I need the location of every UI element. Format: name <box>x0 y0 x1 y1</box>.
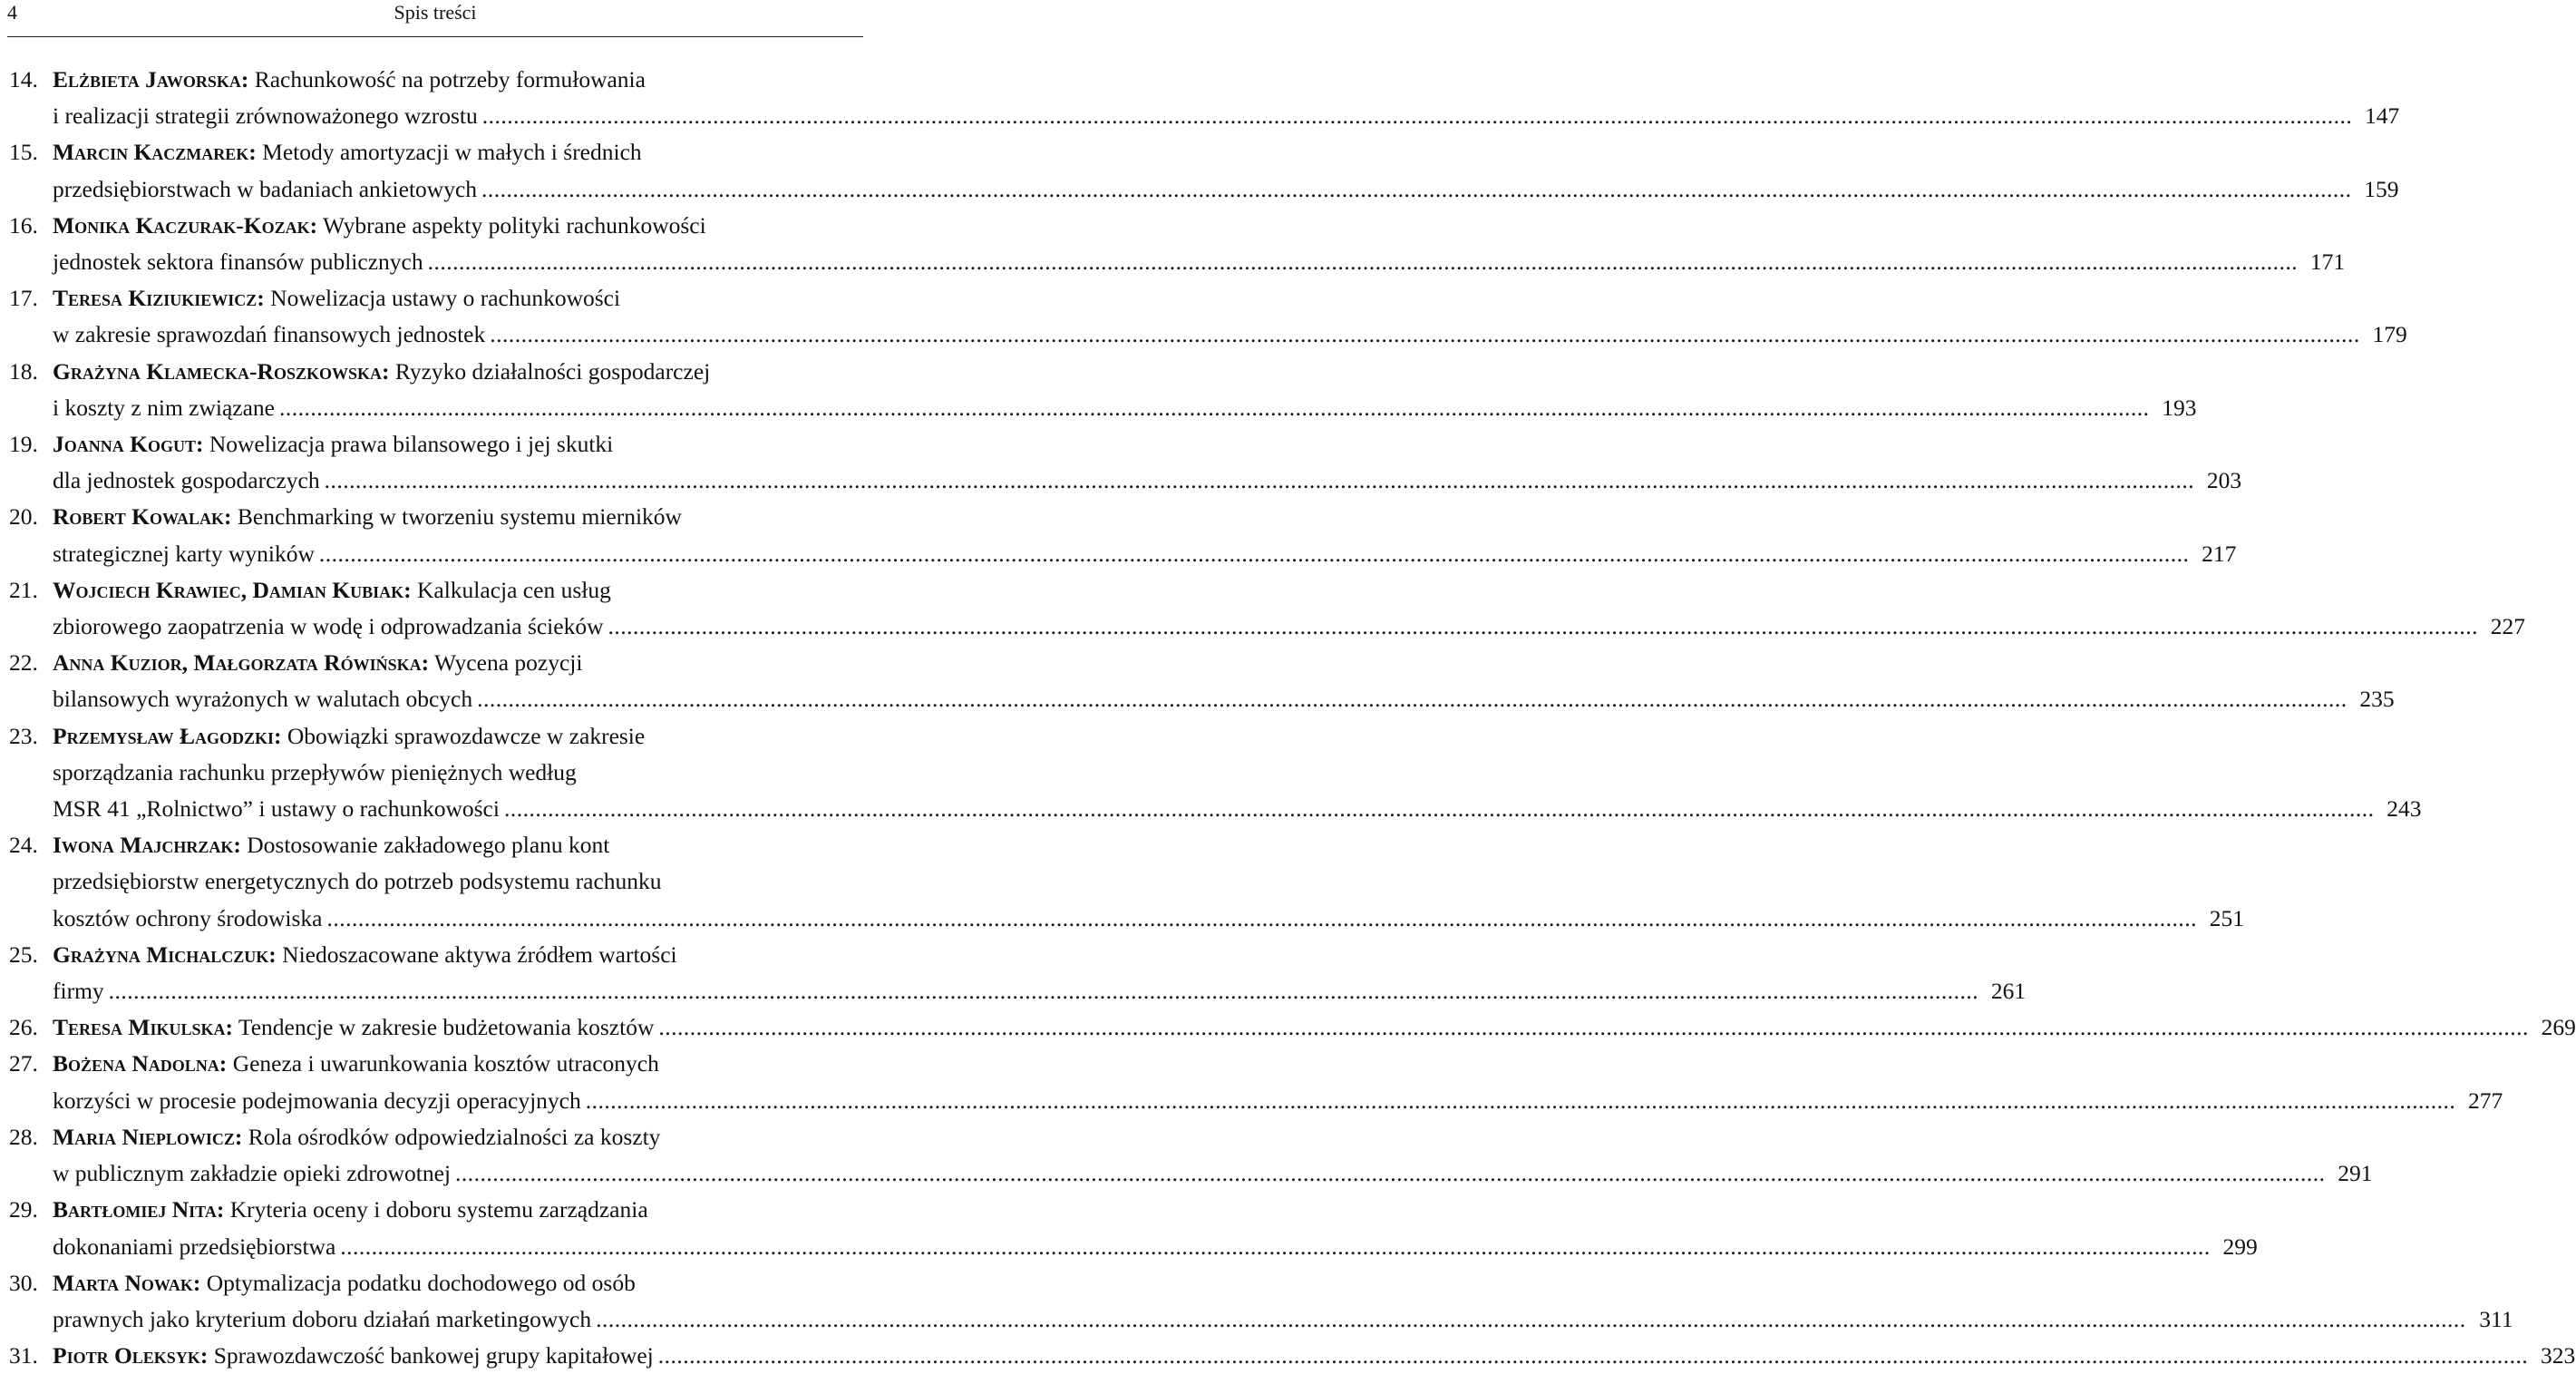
page-ref: 243 <box>2386 795 2422 823</box>
entry-line <box>53 755 2421 791</box>
entry-title: firmy <box>53 978 104 1005</box>
entry-authors: Piotr Oleksyk: <box>53 1342 209 1369</box>
entry-title: Rachunkowość na potrzeby formułowania <box>254 66 646 93</box>
entry-line <box>53 208 2345 244</box>
entry-title: Benchmarking w tworzeniu systemu mierników <box>237 503 682 531</box>
entry-body <box>53 62 2399 134</box>
entry-title: Geneza i uwarunkowania kosztów utraconych <box>232 1050 659 1077</box>
toc-entry <box>9 1046 2503 1118</box>
entry-authors: Wojciech Krawiec, Damian Kubiak: <box>53 576 412 603</box>
entry-authors: Grażyna Klamecka-Roszkowska: <box>53 357 390 385</box>
entry-line <box>53 171 2399 208</box>
entry-number: 15. <box>9 139 38 166</box>
dot-leader: ............................................................................................................................................................................................................................................................................................................ <box>279 394 2150 421</box>
entry-line-text <box>53 1229 335 1265</box>
page-ref: 299 <box>2222 1233 2258 1260</box>
entry-authors: Robert Kowalak: <box>53 503 232 531</box>
entry-body <box>53 718 2421 828</box>
entry-title: Obowiązki sprawozdawcze w zakresie <box>287 722 646 749</box>
entry-title: Optymalizacja podatku dochodowego od osób <box>206 1269 636 1296</box>
entry-body <box>53 1338 2575 1374</box>
entry-number: 23. <box>9 722 38 749</box>
entry-title: dokonaniami przedsiębiorstwa <box>53 1233 336 1260</box>
entry-line-text <box>53 1009 654 1046</box>
page-ref: 227 <box>2490 613 2526 640</box>
entry-title: Sprawozdawczość bankowej grupy kapitałowej <box>213 1342 654 1369</box>
entry-line <box>53 1083 2503 1119</box>
entry-title: Metody amortyzacji w małych i średnich <box>262 139 642 166</box>
entry-line <box>53 1009 2576 1046</box>
entry-line <box>53 1229 2258 1265</box>
page-ref: 261 <box>1990 978 2027 1005</box>
entry-line <box>53 463 2241 499</box>
entry-number: 28. <box>9 1123 38 1150</box>
page-ref: 311 <box>2479 1305 2513 1332</box>
entry-authors: Bartłomiej Nita: <box>53 1196 225 1223</box>
toc-entry <box>9 1265 2513 1338</box>
entry-body <box>53 937 2026 1009</box>
entry-line <box>53 609 2525 645</box>
page-number: 4 <box>7 1 17 24</box>
entry-number: 29. <box>9 1196 38 1223</box>
entry-title: i realizacji strategii zrównoważonego wzrostu <box>53 102 478 130</box>
page-ref: 217 <box>2202 540 2237 567</box>
entry-number: 26. <box>9 1014 38 1041</box>
entry-body <box>53 827 2244 937</box>
entry-authors: Joanna Kogut: <box>53 431 204 458</box>
entry-title: Wycena pozycji <box>434 649 583 677</box>
page-ref: 179 <box>2372 321 2407 348</box>
entry-line-text <box>53 791 500 827</box>
page-ref: 323 <box>2541 1342 2576 1369</box>
entry-line-text <box>53 1301 591 1338</box>
entry-line <box>53 1046 2503 1082</box>
entry-number: 22. <box>9 649 38 677</box>
entry-body <box>53 1119 2373 1192</box>
entry-number: 17. <box>9 285 38 312</box>
dot-leader: ............................................................................................................................................................................................................................................................................................................ <box>340 1233 2211 1260</box>
entry-title: Kryteria oceny i doboru systemu zarządzania <box>229 1196 648 1223</box>
entry-authors: Grażyna Michalczuk: <box>53 940 277 968</box>
entry-line-text <box>53 1338 654 1374</box>
toc-entry <box>9 1119 2373 1192</box>
entry-title: Rola ośrodków odpowiedzialności za koszty <box>248 1123 661 1150</box>
page-ref: 171 <box>2309 248 2346 276</box>
toc-entry <box>9 208 2346 280</box>
entry-line <box>53 98 2399 134</box>
entry-line-text <box>53 98 478 134</box>
entry-number: 16. <box>9 211 38 239</box>
entry-line-text <box>53 463 320 499</box>
dot-leader: ............................................................................................................................................................................................................................................................................................................ <box>318 540 2190 567</box>
entry-title: Niedoszacowane aktywa źródłem wartości <box>282 940 677 968</box>
toc-entry <box>9 354 2197 426</box>
entry-number: 14. <box>9 66 38 93</box>
entry-authors: Bożena Nadolna: <box>53 1050 228 1077</box>
entry-line-text <box>53 536 315 572</box>
table-of-contents <box>9 62 2576 1374</box>
entry-number: 20. <box>9 503 38 531</box>
entry-line-text <box>53 1083 581 1119</box>
toc-entry <box>9 1338 2576 1374</box>
dot-leader: ............................................................................................................................................................................................................................................................................................................ <box>455 1160 2326 1187</box>
toc-entry <box>9 499 2237 571</box>
entry-line <box>53 791 2421 827</box>
entry-line <box>53 280 2407 317</box>
entry-line <box>53 62 2399 98</box>
entry-title: i koszty z nim związane <box>53 394 275 421</box>
toc-entry <box>9 718 2422 828</box>
entry-title: kosztów ochrony środowiska <box>53 904 323 931</box>
entry-body <box>53 280 2407 353</box>
entry-line <box>53 901 2244 937</box>
entry-line <box>53 134 2399 171</box>
dot-leader: ............................................................................................................................................................................................................................................................................................................ <box>503 795 2375 823</box>
entry-title: strategicznej karty wyników <box>53 540 315 567</box>
dot-leader: ............................................................................................................................................................................................................................................................................................................ <box>657 1342 2529 1369</box>
entry-body <box>53 354 2197 426</box>
dot-leader: ............................................................................................................................................................................................................................................................................................................ <box>585 1087 2456 1114</box>
page-ref: 159 <box>2364 175 2399 202</box>
entry-line <box>53 718 2421 755</box>
entry-body <box>53 1046 2503 1118</box>
entry-authors: Teresa Mikulska: <box>53 1014 233 1041</box>
entry-title: prawnych jako kryterium doboru działań marketingowych <box>53 1305 592 1332</box>
entry-line-text <box>53 901 322 937</box>
entry-title: Dostosowanie zakładowego planu kont <box>247 832 610 859</box>
entry-body <box>53 499 2236 571</box>
entry-title: Tendencje w zakresie budżetowania kosztów <box>238 1014 655 1041</box>
dot-leader: ............................................................................................................................................................................................................................................................................................................ <box>427 248 2299 276</box>
entry-number: 19. <box>9 431 38 458</box>
entry-line <box>53 1119 2373 1155</box>
entry-title: Nowelizacja ustawy o rachunkowości <box>270 285 621 312</box>
toc-entry <box>9 937 2027 1009</box>
entry-title: Ryzyko działalności gospodarczej <box>394 357 711 385</box>
entry-line <box>53 536 2236 572</box>
entry-title: Wybrane aspekty polityki rachunkowości <box>323 211 706 239</box>
entry-line <box>53 827 2244 863</box>
toc-entry <box>9 280 2407 353</box>
page-ref: 203 <box>2206 467 2242 494</box>
entry-body <box>53 134 2399 207</box>
entry-line <box>53 645 2395 681</box>
page-ref: 269 <box>2541 1014 2576 1041</box>
entry-title: w zakresie sprawozdań finansowych jednostek <box>53 321 486 348</box>
entry-authors: Iwona Majchrzak: <box>53 832 241 859</box>
entry-title: zbiorowego zaopatrzenia w wodę i odprowadzania ścieków <box>53 613 604 640</box>
dot-leader: ............................................................................................................................................................................................................................................................................................................ <box>481 102 2353 130</box>
entry-line-text <box>53 244 423 280</box>
toc-entry <box>9 134 2399 207</box>
entry-line <box>53 354 2197 390</box>
toc-entry <box>9 645 2395 717</box>
running-title: Spis treści <box>394 1 477 24</box>
entry-title: bilansowych wyrażonych w walutach obcych <box>53 686 473 713</box>
dot-leader: ............................................................................................................................................................................................................................................................................................................ <box>596 1305 2466 1332</box>
entry-authors: Maria Nieplowicz: <box>53 1123 243 1150</box>
entry-authors: Anna Kuzior, Małgorzata Rówińska: <box>53 649 430 677</box>
entry-authors: Teresa Kiziukiewicz: <box>53 285 265 312</box>
toc-entry <box>9 1192 2258 1264</box>
entry-number: 25. <box>9 940 38 968</box>
entry-line-text <box>53 1155 451 1192</box>
page-ref: 251 <box>2209 904 2244 931</box>
entry-body <box>53 645 2395 717</box>
entry-line <box>53 572 2525 609</box>
entry-line-text <box>53 681 472 717</box>
entry-title: sporządzania rachunku przepływów pieniężnych według <box>53 758 577 785</box>
toc-entry <box>9 426 2242 499</box>
page-ref: 193 <box>2162 394 2197 421</box>
entry-line-text <box>53 390 275 426</box>
toc-entry <box>9 572 2526 645</box>
entry-authors: Przemysław Łagodzki: <box>53 722 282 749</box>
toc-entry <box>9 62 2400 134</box>
entry-authors: Marta Nowak: <box>53 1269 201 1296</box>
entry-line <box>53 1301 2513 1338</box>
entry-line <box>53 426 2241 463</box>
entry-title: jednostek sektora finansów publicznych <box>53 248 423 276</box>
entry-line <box>53 244 2345 280</box>
toc-entry <box>9 1009 2576 1046</box>
entry-line <box>53 973 2026 1009</box>
entry-title: Nowelizacja prawa bilansowego i jej skutki <box>209 431 614 458</box>
entry-number: 27. <box>9 1050 38 1077</box>
entry-line-text <box>53 171 477 208</box>
entry-number: 21. <box>9 576 38 603</box>
entry-line <box>53 499 2236 535</box>
entry-title: w publicznym zakładzie opieki zdrowotnej <box>53 1160 452 1187</box>
dot-leader: ............................................................................................................................................................................................................................................................................................................ <box>477 686 2348 713</box>
toc-entry <box>9 827 2244 937</box>
entry-body <box>53 208 2345 280</box>
entry-title: dla jednostek gospodarczych <box>53 467 320 494</box>
entry-line <box>53 1155 2373 1192</box>
dot-leader: ............................................................................................................................................................................................................................................................................................................ <box>490 321 2360 348</box>
dot-leader: ............................................................................................................................................................................................................................................................................................................ <box>108 978 1979 1005</box>
entry-title: MSR 41 „Rolnictwo” i ustawy o rachunkowości <box>53 795 500 823</box>
entry-title: korzyści w procesie podejmowania decyzji operacyjnych <box>53 1087 581 1114</box>
entry-body <box>53 1265 2513 1338</box>
entry-line <box>53 390 2197 426</box>
entry-title: przedsiębiorstwach w badaniach ankietowych <box>53 175 478 202</box>
page-ref: 277 <box>2467 1087 2503 1114</box>
entry-line <box>53 863 2244 900</box>
entry-line-text <box>53 973 104 1009</box>
dot-leader: ............................................................................................................................................................................................................................................................................................................ <box>658 1014 2529 1041</box>
page-header <box>7 0 863 37</box>
entry-body <box>53 426 2241 499</box>
entry-authors: Monika Kaczurak-Kozak: <box>53 211 318 239</box>
entry-line <box>53 317 2407 353</box>
entry-number: 24. <box>9 832 38 859</box>
entry-number: 30. <box>9 1269 38 1296</box>
entry-number: 18. <box>9 357 38 385</box>
entry-authors: Elżbieta Jaworska: <box>53 66 249 93</box>
entry-body <box>53 1009 2576 1046</box>
entry-line <box>53 1338 2575 1374</box>
entry-title: przedsiębiorstw energetycznych do potrzeb podsystemu rachunku <box>53 868 662 895</box>
entry-line <box>53 1192 2258 1228</box>
dot-leader: ............................................................................................................................................................................................................................................................................................................ <box>481 175 2352 202</box>
page-ref: 291 <box>2338 1160 2373 1187</box>
dot-leader: ............................................................................................................................................................................................................................................................................................................ <box>324 467 2195 494</box>
entry-title: Kalkulacja cen usług <box>416 576 611 603</box>
entry-body <box>53 1192 2258 1264</box>
page-ref: 147 <box>2364 102 2400 130</box>
entry-line <box>53 1265 2513 1301</box>
dot-leader: ............................................................................................................................................................................................................................................................................................................ <box>326 904 2197 931</box>
entry-number: 31. <box>9 1342 38 1369</box>
entry-line-text <box>53 609 604 645</box>
entry-line <box>53 681 2395 717</box>
entry-line-text <box>53 317 485 353</box>
entry-authors: Marcin Kaczmarek: <box>53 139 257 166</box>
entry-line <box>53 937 2026 973</box>
entry-body <box>53 572 2525 645</box>
dot-leader: ............................................................................................................................................................................................................................................................................................................ <box>608 613 2479 640</box>
page-ref: 235 <box>2359 686 2395 713</box>
